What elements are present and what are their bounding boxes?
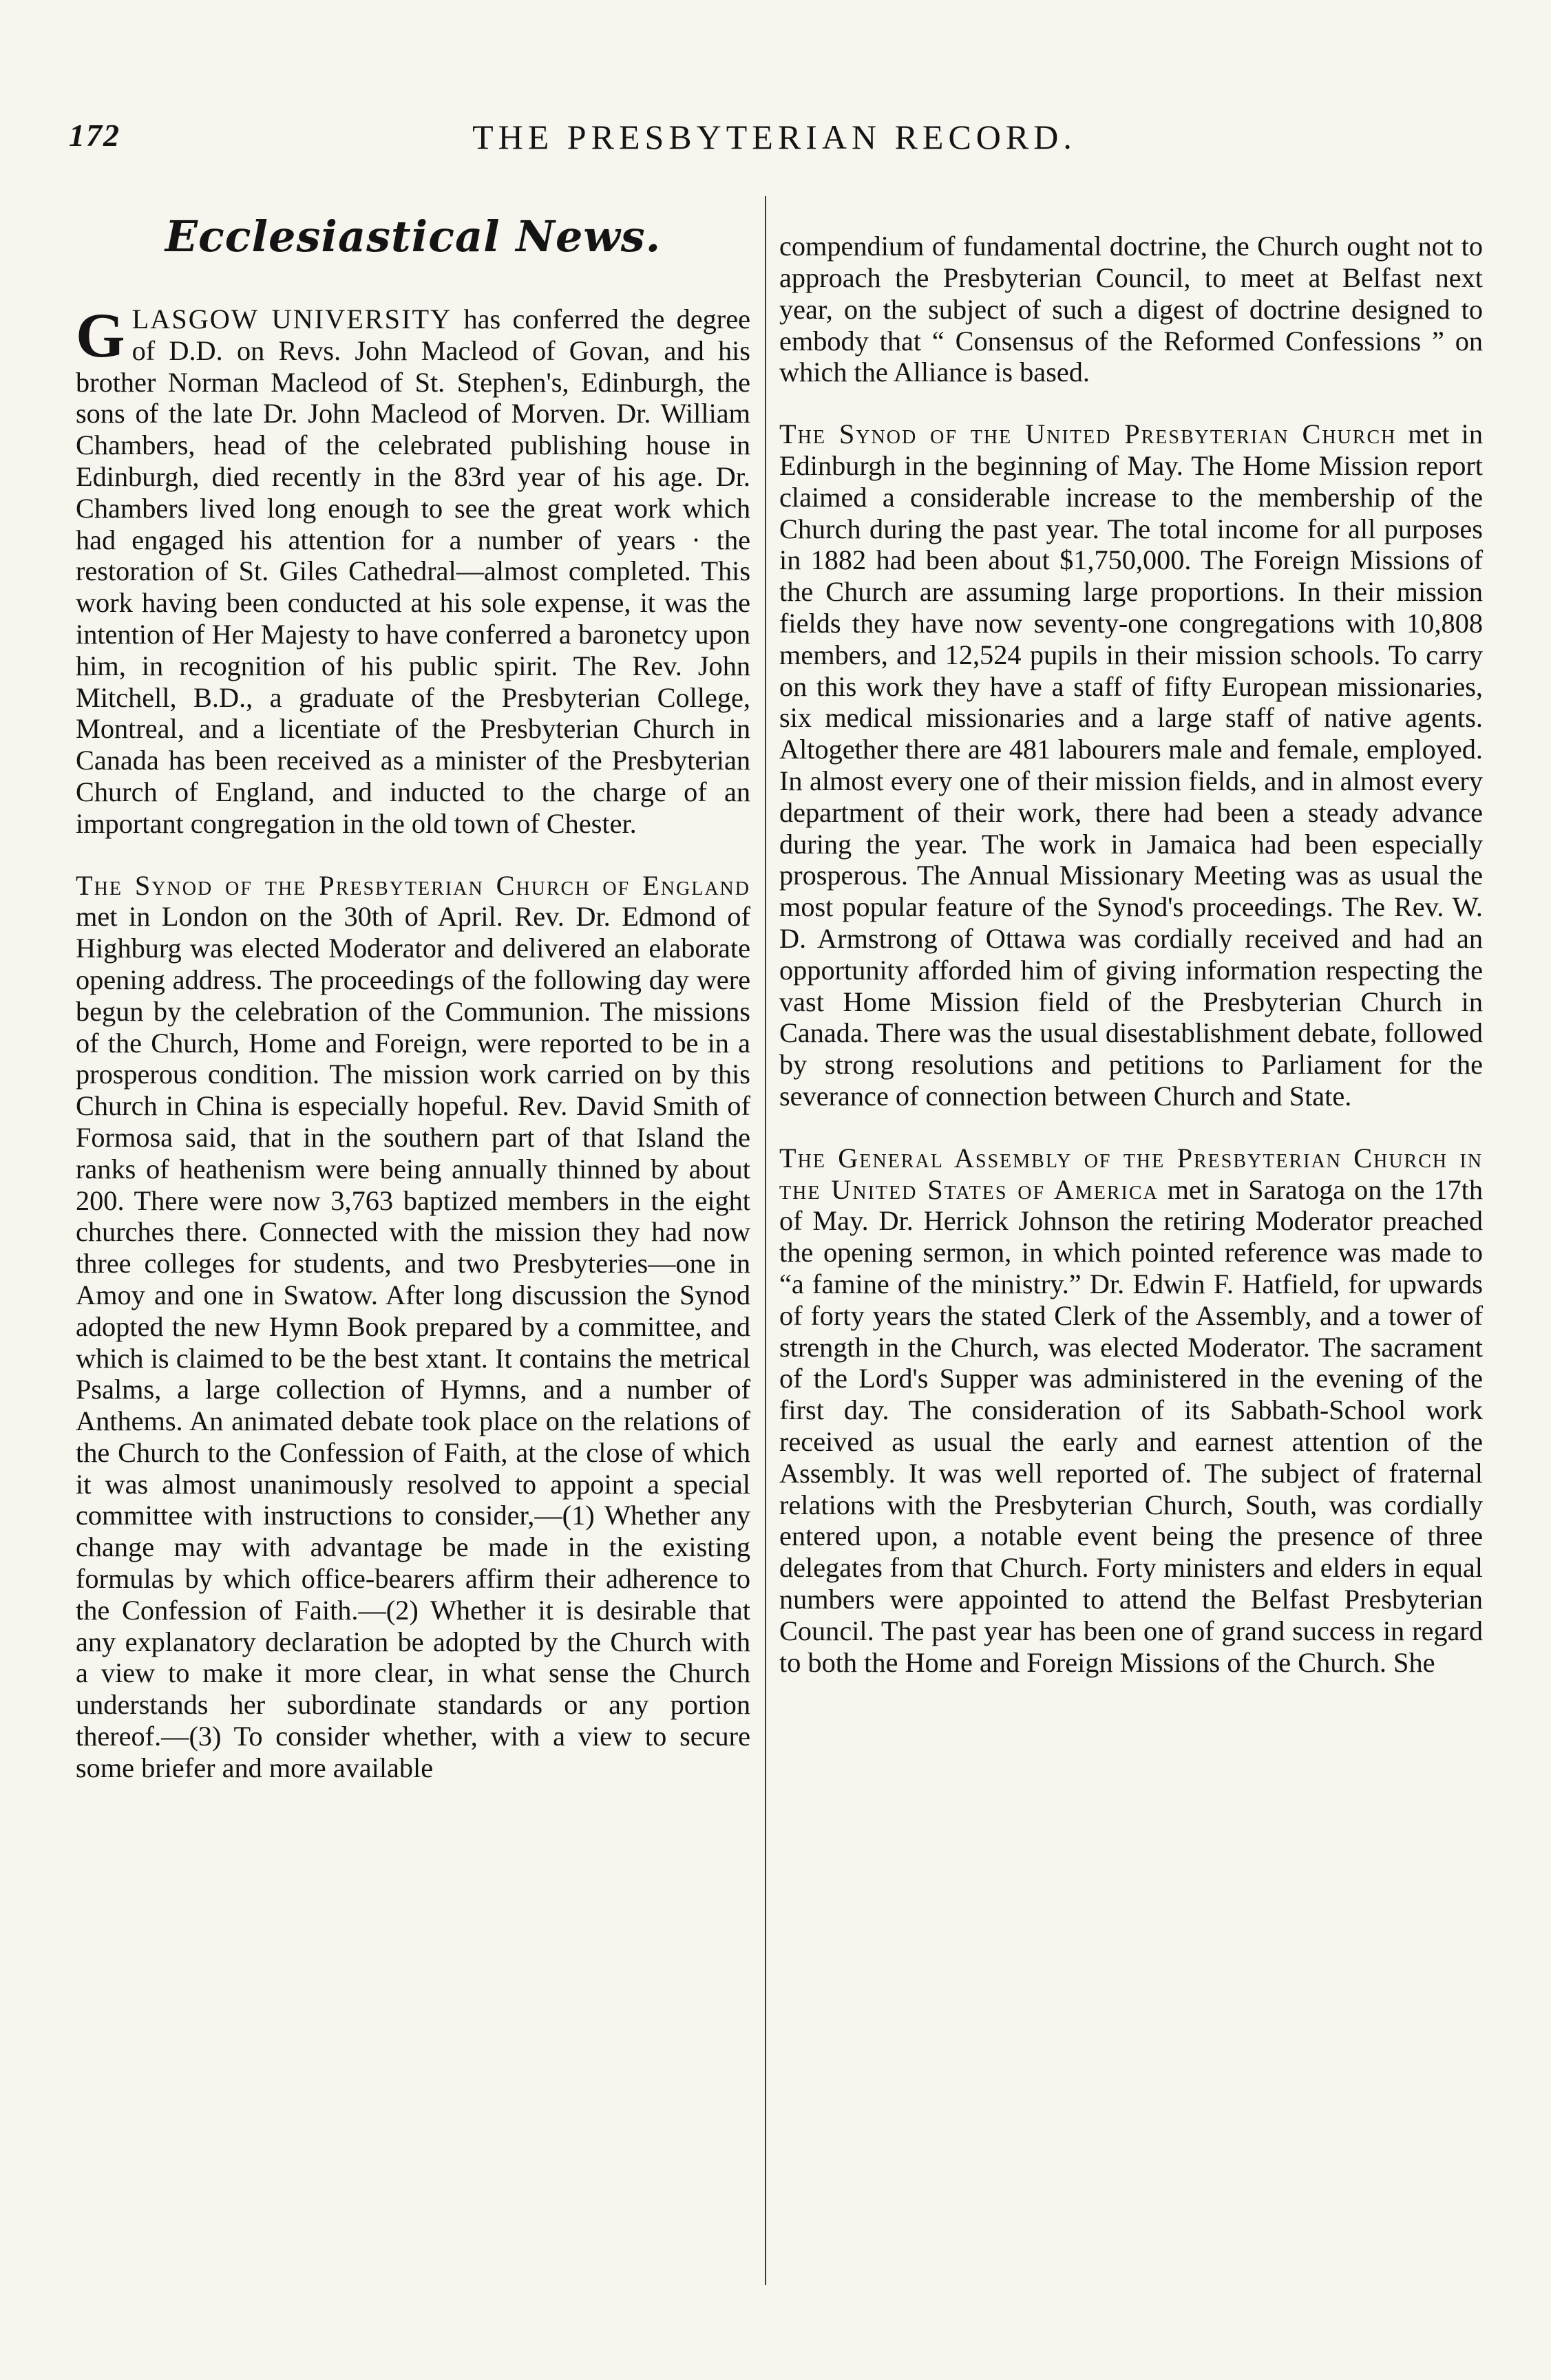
paragraph-lead: The Synod of the Presbyterian Church of England: [76, 869, 750, 901]
paragraph-lead: The General Assembly of the Presbyterian Church in the United States of America: [779, 1142, 1483, 1205]
article-continuation: [779, 231, 1483, 388]
running-title: THE PRESBYTERIAN RECORD.: [472, 118, 1077, 156]
drop-cap: G: [76, 300, 125, 370]
paragraph: [779, 231, 1483, 388]
article-synod-united-presbyterian: [779, 418, 1483, 1112]
paragraph-body: met in Saratoga on the 17th of May. Dr. Herrick Johnson the retiring Moderator preached the opening sermon, in which pointed reference was made to “a famine of the ministry.” Dr. Edwin F. Hatfield, for upwards of forty years the stated Clerk of the Assembly, and a tower of strength in the Church, was elected Moderator. The sacrament of the Lord's Supper was administered in the evening of the first day. The consideration of its Sabbath-School work received as usual the early and earnest attention of the Assembly. It was well reported of. The subject of fraternal relations with the Presbyterian Church, South, was cordially entered upon, a notable event being the presence of three delegates from that Church. Forty ministers and elders in equal numbers were appointed to attend the Belfast Presbyterian Council. The past year has been one of grand success in regard to both the Home and Foreign Missions of the Church. She: [779, 1173, 1483, 1678]
left-column: [76, 203, 750, 1814]
article-general-assembly-usa: [779, 1143, 1483, 1679]
paragraph: [779, 1143, 1483, 1679]
paragraph-body: compendium of fundamental doctrine, the Church ought not to approach the Presbyterian Council, to meet at Belfast next year, on the subject of such a digest of doctrine designed to embody that “ Consensus of the Reformed Confessions ” on which the Alliance is based.: [779, 231, 1483, 388]
page-number: 172: [69, 118, 120, 153]
right-column: [779, 203, 1483, 1708]
article-glasgow-university: [76, 300, 750, 840]
paragraph: [779, 418, 1483, 1112]
column-divider: [765, 196, 766, 2285]
paragraph-lead: The Synod of the United Presbyterian Church: [779, 418, 1397, 450]
paragraph-body: has conferred the degree of D.D. on Revs. John Macleod of Govan, and his brother Norman Macleod of St. Stephen's, Edinburgh, the sons of the late Dr. John Macleod of Morven. Dr. William Chambers, head of the celebrated publishing house in Edinburgh, died recently in the 83rd year of his age. Dr. Chambers lived long enough to see the great work which had engaged his attention for a number of years · the restoration of St. Giles Cathedral—almost completed. This work having been conducted at his sole expense, it was the intention of Her Majesty to have conferred a baronetcy upon him, in recognition of his public spirit. The Rev. John Mitchell, B.D., a graduate of the Presbyterian College, Montreal, and a licentiate of the Presbyterian Church in Canada has been received as a minister of the Presbyterian Church of England, and inducted to the charge of an important congregation in the old town of Chester.: [76, 304, 750, 839]
paragraph-body: met in London on the 30th of April. Rev. Dr. Edmond of Highburg was elected Moderator and delivered an elaborate opening address. The proceedings of the following day were begun by the celebration of the Communion. The missions of the Church, Home and Foreign, were reported to be in a prosperous condition. The mission work carried on by this Church in China is especially hopeful. Rev. David Smith of Formosa said, that in the southern part of that Island the ranks of heathenism were being annually thinned by about 200. There were now 3,763 baptized members in the eight churches there. Connected with the mission they had now three colleges for students, and two Presbyteries—one in Amoy and one in Swatow. After long discussion the Synod adopted the new Hymn Book prepared by a committee, and which is claimed to be the best xtant. It contains the metrical Psalms, a large collection of Hymns, and a number of Anthems. An animated debate took place on the relations of the Church to the Confession of Faith, at the close of which it was almost unanimously resolved to appoint a special committee with instructions to consider,—(1) Whether any change may with advantage be made in the existing formulas by which office-bearers affirm their adherence to the Confession of Faith.—(2) Whether it is desirable that any explanatory declaration be adopted by the Church with a view to make it more clear, in what sense the Church understands her subordinate standards or any portion thereof.—(3) To consider whether, with a view to secure some briefer and more available: [76, 901, 750, 1783]
paragraph: [76, 300, 750, 840]
article-synod-england: [76, 870, 750, 1784]
paragraph-lead: LASGOW UNIVERSITY: [131, 304, 452, 334]
page-header: [69, 117, 1480, 165]
paragraph-body: met in Edinburgh in the beginning of May. The Home Mission report claimed a considerable increase to the membership of the Church during the past year. The total income for all purposes in 1882 had been about $1,750,000. The Foreign Missions of the Church are assuming large proportions. In their mission fields they have now seventy-one congregations with 10,808 members, and 12,524 pupils in their mission schools. To carry on this work they have a staff of fifty European missionaries, six medical missionaries and a large staff of native agents. Altogether there are 481 labourers male and female, employed. In almost every one of their mission fields, and in almost every department of their work, there had been a steady advance during the year. The work in Jamaica had been especially prosperous. The Annual Missionary Meeting was as usual the most popular feature of the Synod's proceedings. The Rev. W. D. Armstrong of Ottawa was cordially received and had an opportunity afforded him of giving information respecting the vast Home Mission field of the Presbyterian Church in Canada. There was the usual disestablishment debate, followed by strong resolutions and petitions to Parliament for the severance of connection between Church and State.: [779, 418, 1483, 1112]
section-heading: Ecclesiastical News.: [165, 211, 662, 262]
paragraph: [76, 870, 750, 1784]
